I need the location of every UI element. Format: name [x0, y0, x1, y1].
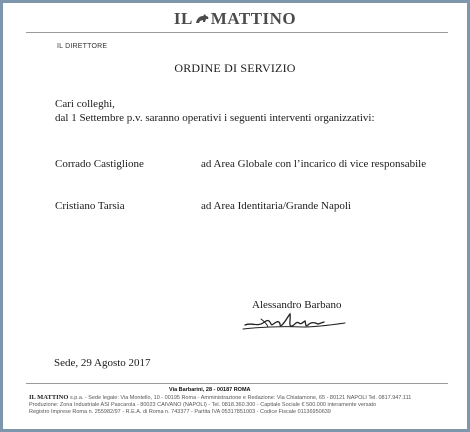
handwritten-signature — [241, 310, 351, 334]
newspaper-masthead — [3, 9, 467, 29]
greeting-intro: dal 1 Settembre p.v. saranno operativi i seguenti interventi organizzativi: — [55, 112, 375, 124]
assignment-name: Cristiano Tarsia — [55, 200, 125, 212]
footer-divider — [26, 383, 448, 384]
horse-emblem-icon — [194, 13, 210, 25]
footer-brand: IL MATTINO — [29, 394, 69, 401]
footer-line-production: Produzione: Zona Industriale ASI Pascarola - 80023 CAIVANO (NAPOLI) - Tel. 0818.360.300 - Capitale Sociale € 500.000 interamente versato — [29, 402, 377, 408]
assignment-role: ad Area Globale con l’incarico di vice responsabile — [201, 158, 427, 170]
header-divider — [26, 32, 448, 33]
masthead-right: MATTINO — [210, 9, 297, 28]
assignment-name: Corrado Castiglione — [55, 158, 144, 170]
assignment-role: ad Area Identitaria/Grande Napoli — [201, 200, 351, 212]
greeting-block — [55, 97, 375, 125]
masthead-left: IL — [173, 9, 193, 28]
place-and-date: Sede, 29 Agosto 2017 — [54, 357, 151, 369]
footer-legal-text: s.p.a. - Sede legale: Via Montello, 10 - 00195 Roma - Amministrazione e Redazione: Via Chiatamone, 65 - 80121 NAPOLI Tel. 0817.947.111 — [68, 395, 412, 401]
footer-line-legal — [29, 394, 449, 402]
address-stamp: Via Barbarini, 28 - 00187 ROMA — [169, 387, 251, 393]
director-label: IL DIRETTORE — [57, 43, 108, 50]
document-title: ORDINE DI SERVIZIO — [174, 61, 296, 75]
footer-line-registry: Registro Imprese Roma n. 255982/97 - R.E.A. di Roma n. 743377 - Partita IVA 05317851003 - Codice Fiscale 01136950639 — [29, 409, 331, 415]
signer-name: Alessandro Barbano — [252, 299, 342, 311]
greeting-salutation: Cari colleghi, — [55, 98, 115, 110]
